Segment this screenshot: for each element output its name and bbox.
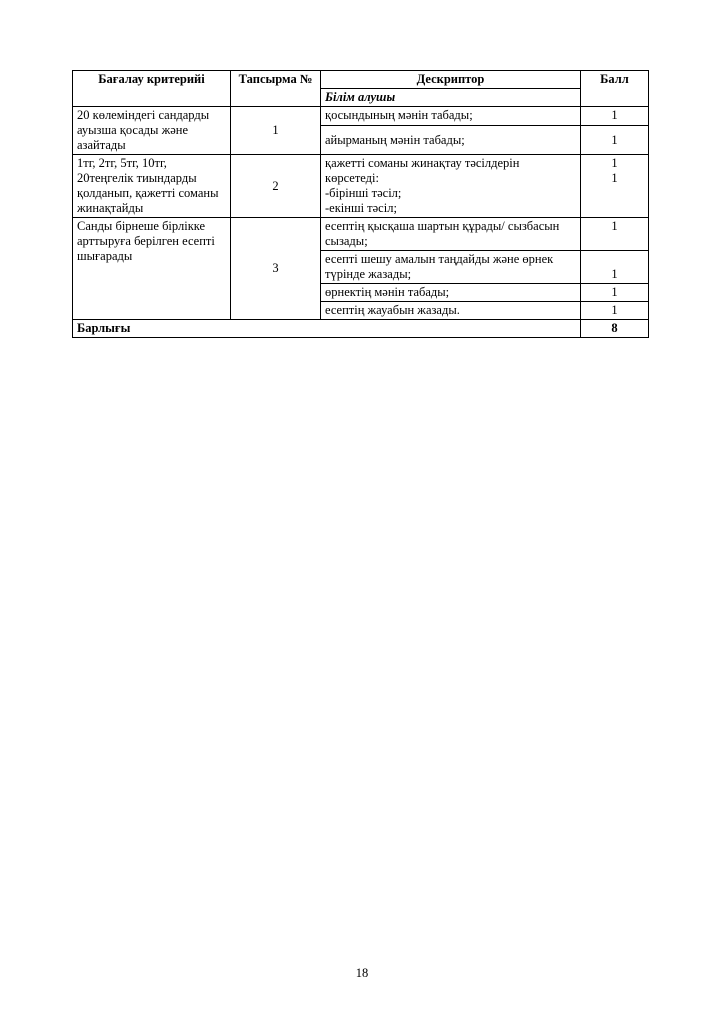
- criteria-cell: 1тг, 2тг, 5тг, 10тг, 20теңгелік тиындарды қолданып, қажетті соманы жинақтайды: [73, 155, 231, 218]
- table-row: [73, 155, 649, 218]
- descriptor-cell: [321, 126, 581, 155]
- score-value: 1: [611, 132, 618, 147]
- table-row: [73, 218, 649, 251]
- table-total-row: [73, 320, 649, 338]
- score-cell: [581, 126, 649, 155]
- descriptor-line: есептің қысқаша шартын құрады/ сызбасын сызады;: [325, 219, 560, 248]
- descriptor-cell: [321, 155, 581, 218]
- task-number-cell: 3: [231, 218, 321, 320]
- descriptor-line: есепті шешу амалын таңдайды және өрнек түрінде жазады;: [325, 252, 554, 281]
- score-value: 1: [611, 267, 618, 281]
- header-score: Балл: [581, 71, 649, 107]
- subheader-learner: Білім алушы: [321, 89, 581, 107]
- score-cell: [581, 107, 649, 126]
- score-cell: [581, 218, 649, 251]
- score-cell: [581, 284, 649, 302]
- page-number: 18: [355, 966, 369, 980]
- descriptor-line: өрнектің мәнін табады;: [325, 285, 450, 299]
- descriptor-cell: [321, 251, 581, 284]
- descriptor-cell: [321, 302, 581, 320]
- score-value: 1: [611, 108, 618, 122]
- descriptor-line: есептің жауабын жазады.: [325, 303, 460, 317]
- header-task: Тапсырма №: [231, 71, 321, 107]
- score-value: 1: [611, 285, 618, 299]
- criteria-cell: Санды бірнеше бірлікке арттыруға берілген есепті шығарады: [73, 218, 231, 320]
- score-cell: [581, 251, 649, 284]
- task-number-cell: 1: [231, 107, 321, 155]
- descriptor-cell: [321, 107, 581, 126]
- descriptor-cell: [321, 284, 581, 302]
- task-number-cell: 2: [231, 155, 321, 218]
- descriptor-line: айырманың мәнін табады;: [325, 132, 465, 147]
- total-label: Барлығы: [73, 320, 581, 338]
- header-criteria: Бағалау критерийі: [73, 71, 231, 107]
- score-value: 1: [611, 303, 618, 317]
- criteria-cell: 20 көлеміндегі сандарды ауызша қосады және азайтады: [73, 107, 231, 155]
- header-descriptor: Дескриптор: [321, 71, 581, 89]
- table-row: [73, 107, 649, 126]
- assessment-rubric-table: [72, 70, 649, 338]
- score-cell: [581, 302, 649, 320]
- descriptor-cell: [321, 218, 581, 251]
- score-cell: [581, 155, 649, 218]
- score-value: 1: [611, 171, 618, 185]
- score-value: 1: [611, 219, 618, 233]
- descriptor-line: қосындының мәнін табады;: [325, 108, 473, 122]
- score-value: 1: [611, 156, 618, 170]
- descriptor-line: -бірінші тәсіл;: [325, 186, 402, 200]
- descriptor-line: қажетті соманы жинақтау тәсілдерін көрсетеді:: [325, 156, 520, 185]
- total-score: 8: [581, 320, 649, 338]
- descriptor-line: -екінші тәсіл;: [325, 201, 397, 215]
- table-header-row: [73, 71, 649, 89]
